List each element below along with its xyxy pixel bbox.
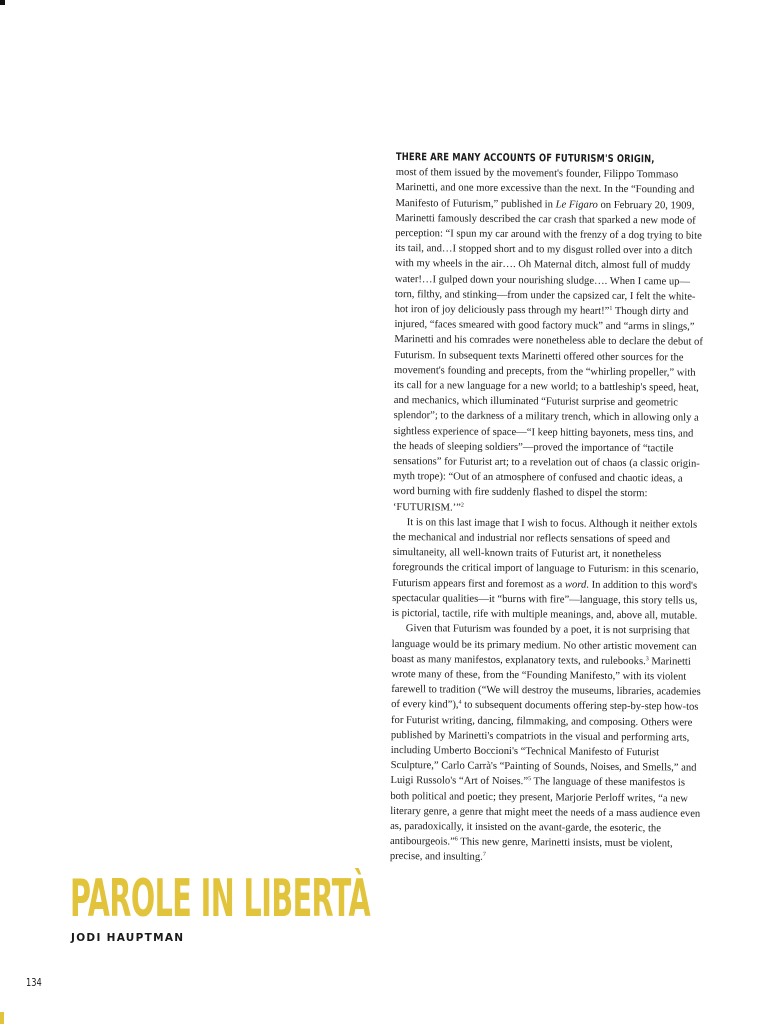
footnote-ref: 3 [645,655,649,662]
scan-edge-mark [0,1012,4,1024]
footnote-ref: 5 [528,776,532,783]
paragraph-2: It is on this last image that I wish to focus. Although it neither extols the mechanical and industrial nor reflects sensations of speed and simultaneity, all well-known traits of Futurist art, it nonetheless foregrounds the critical import of language to Futurism: in this scenario, Futurism appears first and foremost as a word. In addition to this word's spectacular qualities—it “burns with fire”—language, this story tells us, is pictorial, tactile, rife with multiple meanings, and, above all, mutable. [391,516,699,622]
emphasis-word: word [564,579,587,591]
footnote-ref: 6 [454,836,458,843]
paragraph-1: THERE ARE MANY ACCOUNTS OF FUTURISM'S ORIGIN, most of them issued by the movement's founder, Filippo Tommaso Marinetti, and one more excessive than the next. In the “Founding and Manifesto of Futurism,” published in Le Figaro on February 20, 1909, Marinetti famously described the car crash that sparked a new mode of perception: “I spun my car around with the frenzy of a dog trying to bite its tail, and…I stopped short and to my disgust rolled over into a ditch with my wheels in the air…. Oh Maternal ditch, almost full of muddy water!…I gulped down your nourishing sludge…. When I came up—torn, filthy, and stinking—from under the capsized car, I felt the white-hot iron of joy deliciously pass through my heart!”$^1$ Though dirty and injured, “faces smeared with good factory muck” and “arms in slings,” Marinetti and his comrades were nonetheless able to declare the debut of Futurism. In subsequent texts Marinetti offered other sources for the movement's founding and precepts, from the “whirling propeller,” with its call for a new language for a new world; to a battleship's speed, heat, and mechanics, which illuminated “Futurist surprise and geometric splendor”; to the darkness of a military trench, which in allowing only a sightless experience of space—“I keep hitting bayonets, mess tins, and the heads of sleeping soldiers”—proved the importance of “tactile sensations” for Futurist art; to a revelation out of chaos (a classic origin-myth trope): “Out of an atmosphere of confused and chaotic ideas, a word burning with fire suddenly flashed to dispel the storm: ‘FUTURISM.’”$^2$ [392,150,703,514]
footnote-ref: 7 [482,852,486,859]
footnote-ref: 4 [458,699,462,706]
scan-corner-mark [0,0,5,5]
footnote-ref: 2 [460,502,464,509]
article-body [390,150,708,867]
lead-in: THERE ARE MANY ACCOUNTS OF FUTURISM'S ORIGIN, [395,150,655,166]
paragraph-3: Given that Futurism was founded by a poet, it is not surprising that language would be its primary medium. No other artistic movement can boast as many manifestos, explanatory texts, and rulebooks.$^3$ Marinetti wrote many of these, from the “Founding Manifesto,” with its violent farewell to tradition (“We will destroy the museums, libraries, academies of every kind”),$^4$ to subsequent documents offering step-by-step how-tos for Futurist writing, dancing, filmmaking, and composing. Others were published by Marinetti's compatriots in the visual and performing arts, including Umberto Boccioni's “Technical Manifesto of Futurist Sculpture,” Carlo Carrà's “Painting of Sounds, Noises, and Smells,” and Luigi Russolo's “Art of Noises.”$^5$ The language of these manifestos is both political and poetic; they present, Marjorie Perloff writes, “a new literary genre, a genre that might meet the needs of a mass audience even as, paradoxically, it insisted on the avant-garde, the esoteric, the antibourgeois.”$^6$ This new genre, Marinetti insists, must be violent, precise, and insulting.$^7$ [389,623,701,864]
page-number: 134 [26,976,42,989]
footnote-ref: 1 [609,305,613,312]
article-title: PAROLE IN LIBERTÀ [70,869,371,929]
publication-title: Le Figaro [555,199,598,211]
author-name: JODI HAUPTMAN [71,932,185,944]
